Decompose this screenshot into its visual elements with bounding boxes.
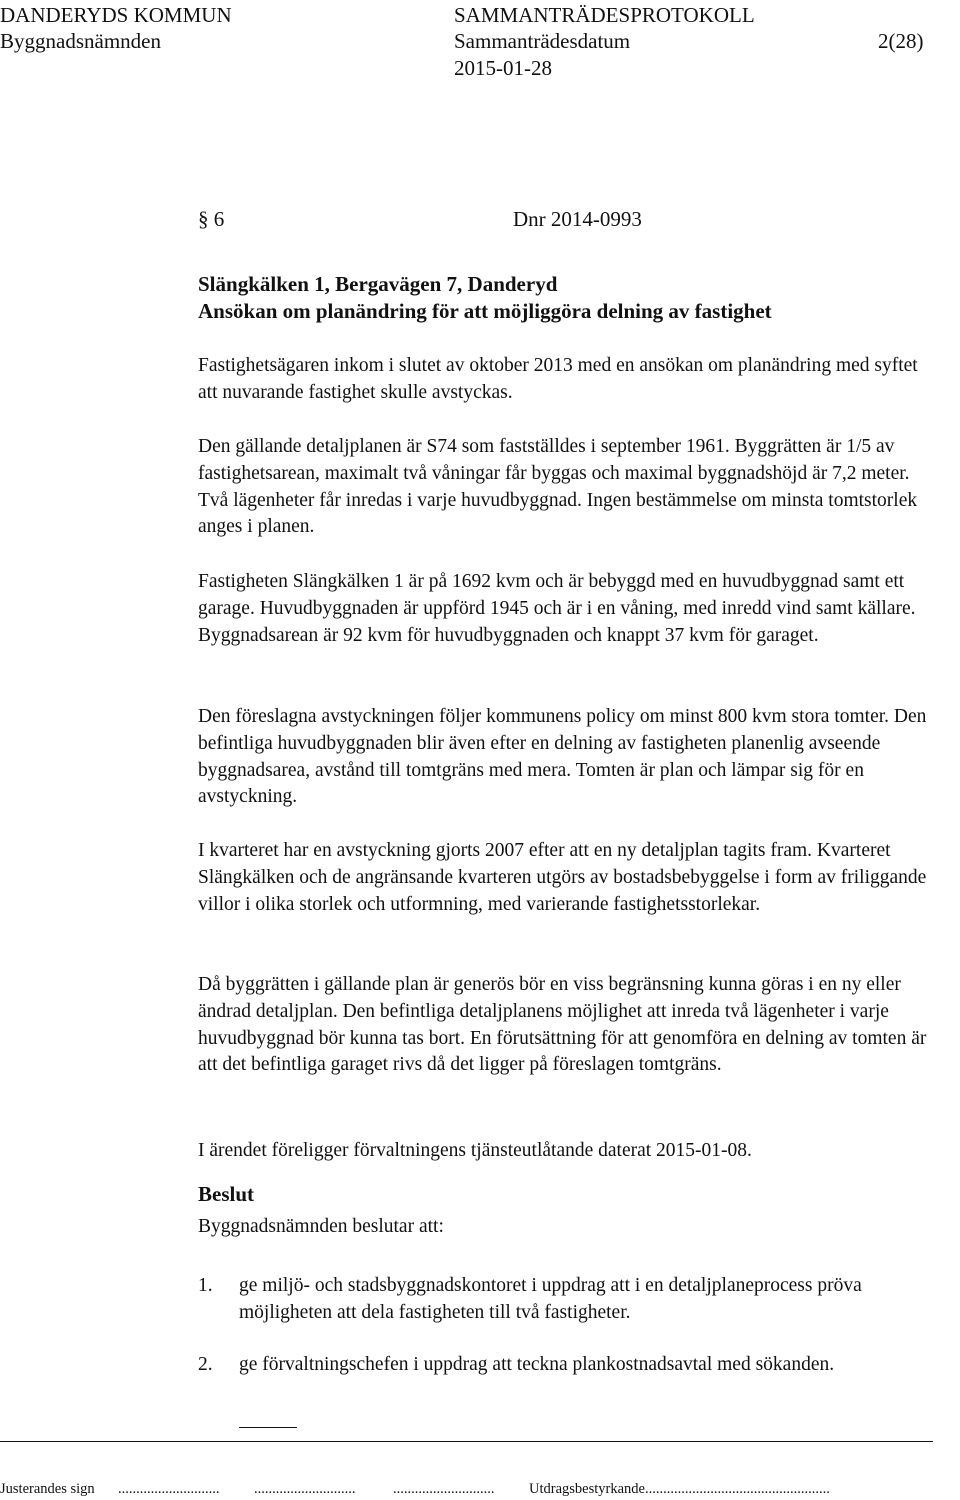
paragraph-subdivision-policy: Den föreslagna avstyckningen följer kommunens policy om minst 800 kvm stora tomter. Den befintliga huvudbyggnaden blir även efter en delning av fastigheten planenlig avseende byggnadsarea, avstånd till tomtgräns med mera. Tomten är plan och lämpar sig för en avstyckning. — [198, 706, 927, 808]
paragraph-block-context: I kvarteret har en avstyckning gjorts 2007 efter att en ny detaljplan tagits fram. Kvarteret Slängkälken och de angränsande kvarteren utgörs av bostadsbebyggelse i form av friliggande villor i olika storlek och utformning, med varierande fastighetsstorlekar. — [198, 840, 927, 915]
page-number: 2(28) — [878, 29, 924, 53]
footer-sign-field-3: ............................ — [393, 1481, 495, 1497]
decision-item-number: 1. — [198, 1275, 213, 1296]
case-subtitle: Ansökan om planändring för att möjliggöra delning av fastighet — [198, 299, 772, 323]
section-heading — [198, 206, 758, 232]
decision-item-text: ge förvaltningschefen i uppdrag att teckna plankostnadsavtal med sökanden. — [239, 1354, 835, 1375]
decision-heading: Beslut — [198, 1182, 255, 1206]
paragraph-application: Fastighetsägaren inkom i slutet av oktober 2013 med en ansökan om planändring med syftet att nuvarande fastighet skulle avstyckas. — [198, 355, 918, 403]
paragraph-report-reference: I ärendet föreligger förvaltningens tjänsteutlåtande daterat 2015-01-08. — [198, 1140, 752, 1161]
meeting-date: 2015-01-28 — [454, 56, 552, 80]
footer-extract-certification: Utdragsbestyrkande................................................... — [529, 1481, 830, 1497]
decision-item-text: ge miljö- och stadsbyggnadskontoret i uppdrag att i en detaljplaneprocess pröva möjligheten att dela fastigheten till två fastigheter. — [239, 1275, 862, 1323]
meeting-date-label: Sammanträdesdatum — [454, 29, 631, 53]
footer-sign-label: Justerandes sign — [0, 1481, 95, 1497]
footer-sign-field-2: ............................ — [254, 1481, 356, 1497]
protocol-type: SAMMANTRÄDESPROTOKOLL — [454, 3, 755, 27]
end-of-section-dash — [239, 1427, 297, 1428]
diary-number: Dnr 2014-0993 — [513, 207, 642, 231]
decision-intro: Byggnadsnämnden beslutar att: — [198, 1216, 444, 1237]
municipality-name: DANDERYDS KOMMUN — [0, 3, 232, 27]
footer-divider — [0, 1441, 933, 1442]
footer-sign-field-1: ............................ — [118, 1481, 220, 1497]
paragraph-property-description: Fastigheten Slängkälken 1 är på 1692 kvm och är bebyggd med en huvudbyggnad samt ett garage. Huvudbyggnaden är uppförd 1945 och är i en våning, med inredd vind samt källare. Byggnadsarean är 92 kvm för huvudbyggnaden och knappt 37 kvm för garaget. — [198, 571, 916, 646]
paragraph-building-rights: Då byggrätten i gällande plan är generös bör en viss begränsning kunna göras i en ny eller ändrad detaljplan. Den befintliga detaljplanens möjlighet att inreda två lägenheter i varje huvudbyggnad bör kunna tas bort. En förutsättning för att genomföra en delning av tomten är att det befintliga garaget rivs då det ligger på föreslagen tomtgräns. — [198, 974, 927, 1076]
section-number: § 6 — [198, 207, 225, 231]
paragraph-detailed-plan: Den gällande detaljplanen är S74 som fastställdes i september 1961. Byggrätten är 1/5 av fastighetsarean, maximalt två våningar får byggas och maximal byggnadshöjd är 7,2 meter. Två lägenheter får inredas i varje huvudbyggnad. Ingen bestämmelse om minsta tomtstorlek anges i planen. — [198, 436, 918, 538]
committee-name: Byggnadsnämnden — [0, 29, 161, 53]
decision-item-number: 2. — [198, 1354, 213, 1375]
case-title: Slängkälken 1, Bergavägen 7, Danderyd — [198, 272, 558, 296]
